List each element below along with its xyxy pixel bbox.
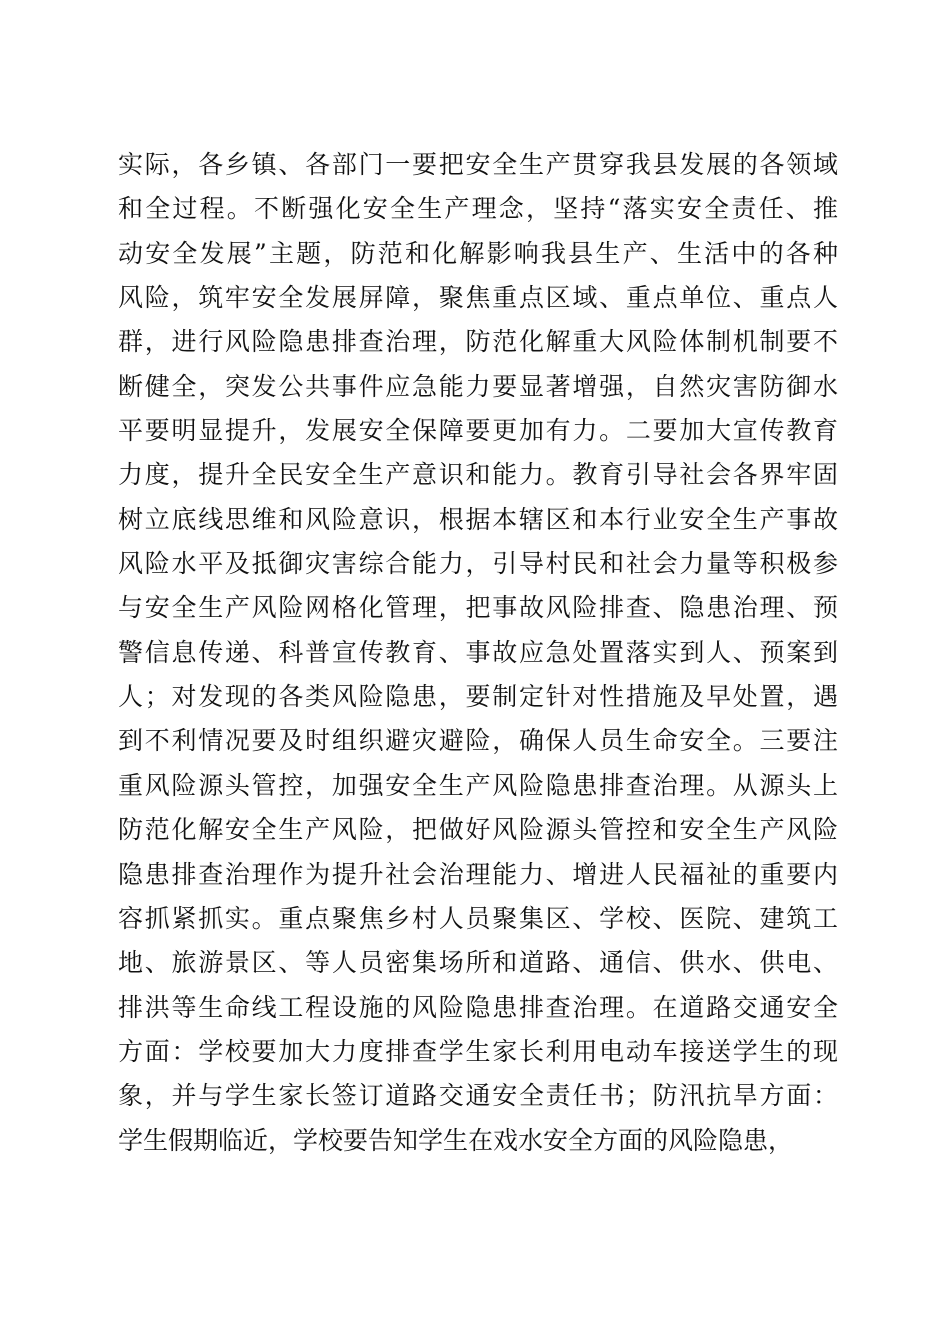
text-line: 树立底线思维和风险意识，根据本辖区和本行业安全生产事故 <box>118 504 838 534</box>
text-line: 学生假期临近，学校要告知学生在戏水安全方面的风险隐患， <box>118 1125 794 1155</box>
text-line: 平要明显提升，发展安全保障要更加有力。二要加大宣传教育 <box>118 416 838 446</box>
text-line: 防范化解安全生产风险，把做好风险源头管控和安全生产风险 <box>118 815 838 845</box>
text-line: 方面：学校要加大力度排查学生家长利用电动车接送学生的现 <box>118 1036 838 1066</box>
text-line: 风险，筑牢安全发展屏障，聚焦重点区域、重点单位、重点人 <box>118 283 838 313</box>
text-line: 排洪等生命线工程设施的风险隐患排查治理。在道路交通安全 <box>118 992 838 1022</box>
text-line: 人；对发现的各类风险隐患，要制定针对性措施及早处置，遇 <box>118 682 838 712</box>
text-line: 力度，提升全民安全生产意识和能力。教育引导社会各界牢固 <box>118 460 838 490</box>
text-line: 到不利情况要及时组织避灾避险，确保人员生命安全。三要注 <box>118 726 838 756</box>
text-line: 风险水平及抵御灾害综合能力，引导村民和社会力量等积极参 <box>118 549 838 579</box>
text-line: 实际，各乡镇、各部门一要把安全生产贯穿我县发展的各领域 <box>118 150 838 179</box>
text-line: 和全过程。不断强化安全生产理念，坚持“落实安全责任、推 <box>118 194 838 224</box>
text-line: 地、旅游景区、等人员密集场所和道路、通信、供水、供电、 <box>118 948 838 978</box>
text-line: 警信息传递、科普宣传教育、事故应急处置落实到人、预案到 <box>118 637 838 667</box>
body-paragraph <box>118 143 838 1163</box>
text-line: 容抓紧抓实。重点聚焦乡村人员聚集区、学校、医院、建筑工 <box>118 903 838 933</box>
text-line: 动安全发展”主题，防范和化解影响我县生产、生活中的各种 <box>118 238 838 268</box>
text-line: 重风险源头管控，加强安全生产风险隐患排查治理。从源头上 <box>118 770 838 800</box>
text-line: 断健全，突发公共事件应急能力要显著增强，自然灾害防御水 <box>118 371 838 401</box>
text-line: 象，并与学生家长签订道路交通安全责任书；防汛抗旱方面： <box>118 1081 838 1111</box>
text-line: 隐患排查治理作为提升社会治理能力、增进人民福祉的重要内 <box>118 859 838 889</box>
text-line: 与安全生产风险网格化管理，把事故风险排查、隐患治理、预 <box>118 593 838 623</box>
text-line: 群，进行风险隐患排查治理，防范化解重大风险体制机制要不 <box>118 327 838 357</box>
